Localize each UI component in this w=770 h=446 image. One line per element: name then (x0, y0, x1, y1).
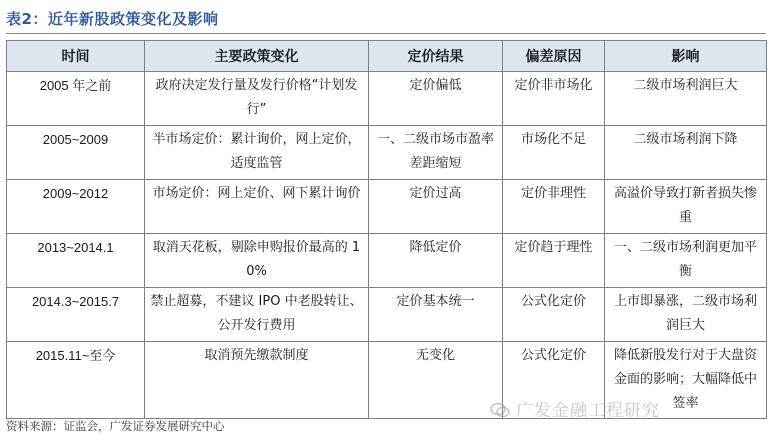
cell-impact: 降低新股发行对于大盘资金面的影响；大幅降低中签率 (605, 342, 767, 419)
cell-reason: 定价非市场化 (503, 72, 605, 126)
cell-reason: 公式化定价 (503, 288, 605, 342)
cell-impact: 高溢价导致打新者损失惨重 (605, 180, 767, 234)
table-header-row (7, 41, 767, 72)
table-row (7, 180, 767, 234)
wechat-icon (490, 402, 510, 418)
cell-pricing: 降低定价 (369, 234, 503, 288)
table-row (7, 288, 767, 342)
cell-reason: 定价趋于理性 (503, 234, 605, 288)
cell-period: 2014.3~2015.7 (7, 288, 145, 342)
cell-period: 2005~2009 (7, 126, 145, 180)
cell-policy: 半市场定价：累计询价，网上定价，适度监管 (145, 126, 369, 180)
cell-impact: 二级市场利润下降 (605, 126, 767, 180)
cell-policy: 取消预先缴款制度 (145, 342, 369, 419)
cell-period: 2005 年之前 (7, 72, 145, 126)
watermark (490, 396, 660, 421)
cell-reason: 市场化不足 (503, 126, 605, 180)
cell-policy: 政府决定发行量及发行价格“计划发行” (145, 72, 369, 126)
cell-period: 2009~2012 (7, 180, 145, 234)
table-title: 表2：近年新股政策变化及影响 (6, 10, 219, 28)
cell-reason: 公式化定价 (503, 342, 605, 419)
policy-table (6, 40, 767, 419)
header-impact: 影响 (605, 41, 767, 72)
cell-pricing: 无变化 (369, 342, 503, 419)
table-row (7, 234, 767, 288)
cell-period: 2013~2014.1 (7, 234, 145, 288)
table-row (7, 72, 767, 126)
header-policy: 主要政策变化 (145, 41, 369, 72)
cell-period: 2015.11~至今 (7, 342, 145, 419)
cell-pricing: 定价基本统一 (369, 288, 503, 342)
cell-pricing: 定价偏低 (369, 72, 503, 126)
source-note: 资料来源：证监会，广发证券发展研究中心 (6, 419, 225, 433)
header-pricing: 定价结果 (369, 41, 503, 72)
cell-policy: 取消天花板，剔除申购报价最高的 10% (145, 234, 369, 288)
table-row (7, 126, 767, 180)
cell-impact: 一、二级市场利润更加平衡 (605, 234, 767, 288)
header-period: 时间 (7, 41, 145, 72)
cell-impact: 二级市场利润巨大 (605, 72, 767, 126)
cell-reason: 定价非理性 (503, 180, 605, 234)
watermark-text: 广发金融工程研究 (516, 401, 660, 421)
title-divider (6, 33, 766, 34)
header-reason: 偏差原因 (503, 41, 605, 72)
cell-policy: 禁止超募，不建议 IPO 中老股转让、公开发行费用 (145, 288, 369, 342)
cell-policy: 市场定价：网上定价、网下累计询价 (145, 180, 369, 234)
cell-impact: 上市即暴涨，二级市场利润巨大 (605, 288, 767, 342)
cell-pricing: 定价过高 (369, 180, 503, 234)
cell-pricing: 一、二级市场市盈率差距缩短 (369, 126, 503, 180)
